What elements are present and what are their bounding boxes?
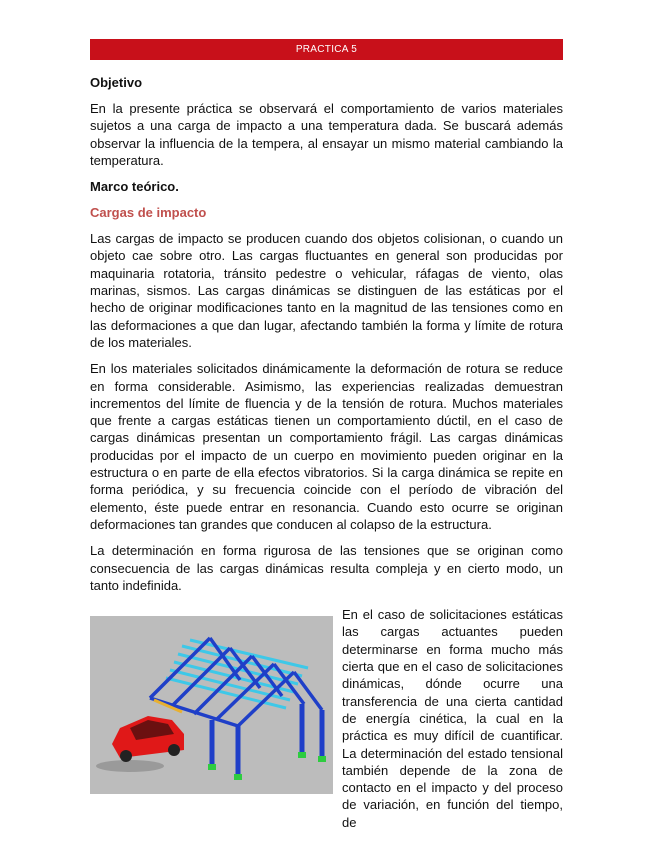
cargas-paragraph-2: En los materiales solicitados dinámicamente la deformación de rotura se reduce en forma considerable. Asimismo, las experiencias realizadas demuestran incrementos del límite de fluencia y de la tensión de rotura. Muchos materiales que frente a cargas estáticas tienen un comportamiento dúctil, en el caso de cargas dinámicas presentan un comportamiento frágil. Las cargas dinámicas producidas por el impacto de un cuerpo en movimiento pueden originar en la estructura o en parte de ella efectos vibratorios. Si la carga dinámica se repite en forma periódica, y su frecuencia coincide con el período de vibración del elemento, éste puede entrar en resonancia. Cuando esto ocurre se originan deformaciones tan grandes que conducen al colapso de la estructura.	[90, 361, 563, 532]
objetivo-heading: Objetivo	[90, 75, 143, 90]
page-header-bar	[90, 39, 563, 60]
objetivo-paragraph: En la presente práctica se observará el comportamiento de varios materiales sujetos a una carga de impacto a una temperatura dada. Se buscará además observar la influencia de la tempera, al ensayar un mismo material cambiando la temperatura.	[90, 101, 563, 168]
carport-structure-illustration	[90, 616, 333, 794]
figure-row	[90, 606, 563, 830]
cargas-impacto-heading: Cargas de impacto	[90, 205, 207, 221]
side-paragraph: En el caso de solicitaciones estáticas las cargas actuantes pueden determinarse en forma mucho más cierta que en el caso de solicitaciones dinámicas, dónde ocurre una transferencia de una cierta cantidad de energía cinética, la cual en la práctica es muy difícil de cuantificar. La determinación del estado tensional también depende de la zona de contacto en el impacto y del proceso de variación, en función del tiempo, de	[342, 607, 563, 830]
impact-structure-figure	[90, 616, 333, 794]
cargas-paragraph-1: Las cargas de impacto se producen cuando dos objetos colisionan, o cuando un objeto cae sobre otro. Las cargas fluctuantes en general son producidas por maquinaria rotatoria, tránsito pedestre o vehicular, ráfagas de viento, olas marinas, sismos. Las cargas dinámicas se distinguen de las estáticas por el hecho de originar modificaciones tanto en la magnitud de las tensiones como en las deformaciones a que dan lugar, afectando también la forma y límite de rotura de los materiales.	[90, 231, 563, 350]
page-header-title: PRACTICA 5	[295, 44, 358, 55]
cargas-paragraph-3: La determinación en forma rigurosa de las tensiones que se originan como consecuencia de las cargas dinámicas resulta compleja y en cierto modo, un tanto indefinida.	[90, 543, 563, 593]
marco-teorico-heading: Marco teórico.	[90, 179, 179, 195]
document-content	[90, 74, 563, 830]
